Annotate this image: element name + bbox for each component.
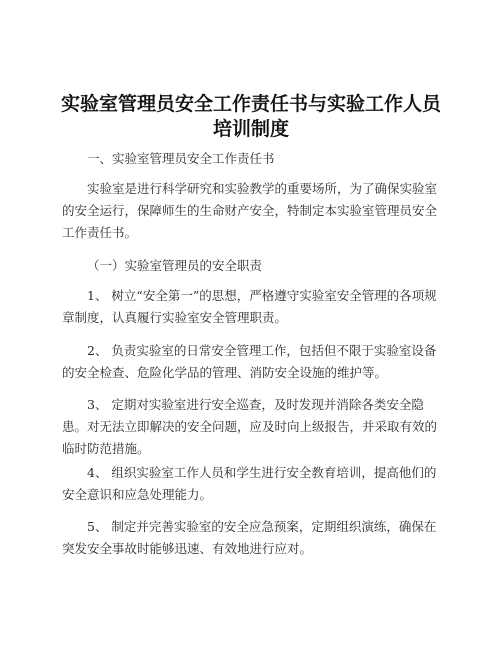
subsection-heading: （一）实验室管理员的安全职责 <box>87 258 263 273</box>
duty-item-3: 3、 定期对实验室进行安全巡查，及时发现并消除各类安全隐患。对无法立即解决的安全问题，应及时向上级报告，并采取有效的临时防范措施。 <box>62 397 438 456</box>
document-title: 实验室管理员安全工作责任书与实验工作人员培训制度 <box>60 93 441 140</box>
section-heading-1: 一、实验室管理员安全工作责任书 <box>87 151 275 166</box>
duty-item-4: 4、 组织实验室工作人员和学生进行安全教育培训，提高他们的安全意识和应急处理能力。 <box>62 465 437 502</box>
intro-paragraph: 实验室是进行科学研究和实验教学的重要场所，为了确保实验室的安全运行，保障师生的生命财产安全，特制定本实验室管理员安全工作责任书。 <box>62 181 438 240</box>
duty-item-1: 1、 树立“安全第一”的思想，严格遵守实验室安全管理的各项规章制度，认真履行实验室安全管理职责。 <box>62 288 437 325</box>
duty-item-5: 5、 制定并完善实验室的安全应急预案，定期组织演练，确保在突发安全事故时能够迅速、有效地进行应对。 <box>62 519 437 556</box>
duty-item-2: 2、 负责实验室的日常安全管理工作，包括但不限于实验室设备的安全检查、危险化学品的管理、消防安全设施的维护等。 <box>62 343 437 380</box>
